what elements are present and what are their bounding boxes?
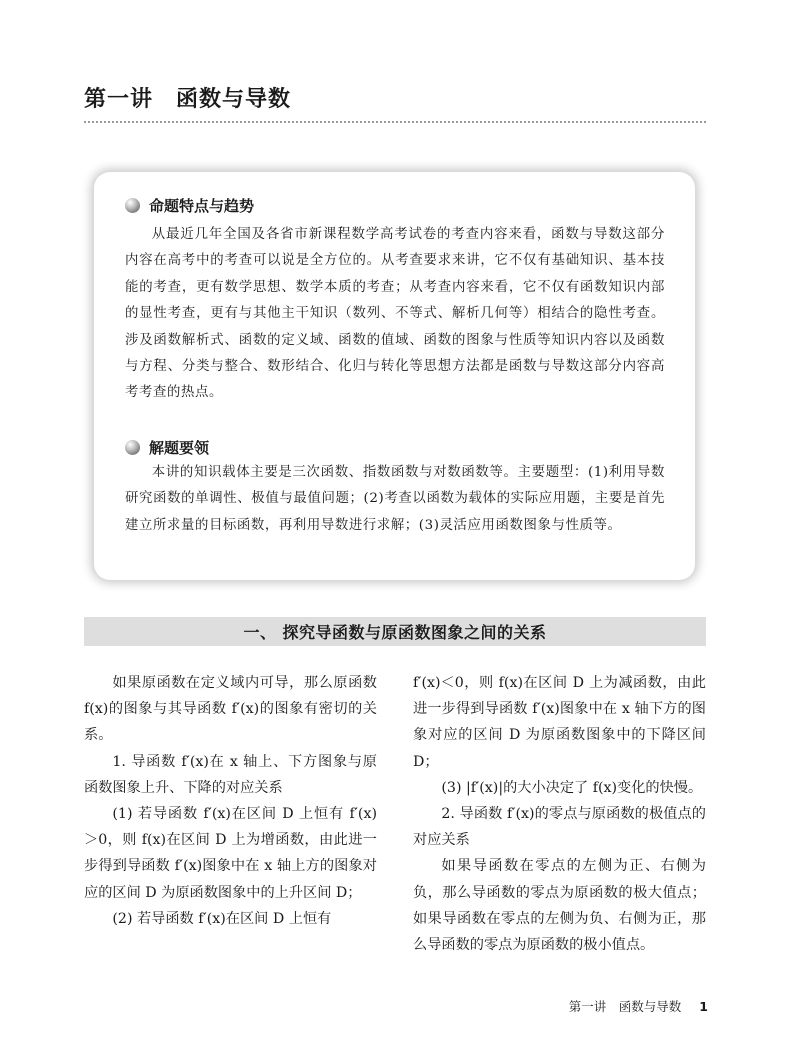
paragraph-intro: 如果原函数在定义域内可导，那么原函数 f(x)的图象与其导函数 f′(x)的图象有密切的关系。 (84, 675, 377, 744)
bullet-ball-icon (125, 198, 140, 213)
paragraph-item-1: 1. 导函数 f′(x)在 x 轴上、下方图象与原函数图象上升、下降的对应关系 (84, 753, 377, 796)
key-points-paragraph: 本讲的知识载体主要是三次函数、指数函数与对数函数等。主要题型：(1)利用导数研究函数的单调性、极值与最值问题；(2)考查以函数为载体的实际应用题，主要是首先建立所求量的目标函数，再利用导数进行求解；(3)灵活应用函数图象与性质等。 (125, 465, 665, 533)
page-footer (569, 997, 708, 1015)
bullet-ball-icon (125, 440, 140, 455)
paragraph-item-2: 2. 导函数 f′(x)的零点与原函数的极值点的对应关系 (413, 806, 706, 849)
trends-paragraph: 从最近几年全国及各省市新课程数学高考试卷的考查内容来看，函数与导数这部分内容在高考中的考查可以说是全方位的。从考查要求来讲，它不仅有基础知识、基本技能的考查，更有数学思想、数学本质的考查；从考查内容来看，它不仅有函数知识内部的显性考查，更有与其他主干知识（数列、不等式、解析几何等）相结合的隐性考查。涉及函数解析式、函数的定义域、函数的值域、函数的图象与性质等知识内容以及函数与方程、分类与整合、数形结合、化归与转化等思想方法都是函数与导数这部分内容高考考查的热点。 (125, 227, 665, 401)
right-column (413, 670, 706, 958)
title-dotted-rule (84, 121, 706, 123)
trends-heading-text: 命题特点与趋势 (149, 197, 255, 215)
trends-heading (125, 195, 254, 216)
section-title: 一、 探究导函数与原函数图象之间的关系 (84, 617, 706, 646)
chapter-title: 第一讲 函数与导数 (84, 87, 292, 112)
paragraph-item-1-3: (3) |f′(x)|的大小决定了 f(x)变化的快慢。 (441, 779, 703, 796)
paragraph-extrema: 如果导函数在零点的左侧为正、右侧为负，那么导函数的零点为原函数的极大值点；如果导函数在零点的左侧为负、右侧为正，那么导函数的零点为原函数的极小值点。 (413, 858, 706, 954)
paragraph-item-1-2-cont: f′(x)＜0，则 f(x)在区间 D 上为减函数，由此进一步得到导函数 f′(x)图象中在 x 轴下方的图象对应的区间 D 为原函数图象中的下降区间 D； (413, 675, 706, 770)
left-column (84, 670, 377, 932)
running-title: 第一讲 函数与导数 (568, 999, 682, 1014)
key-points-heading (125, 437, 209, 458)
summary-box (94, 172, 695, 580)
key-points-heading-text: 解题要领 (149, 439, 210, 457)
page-number: 1 (699, 998, 708, 1014)
paragraph-item-1-2: (2) 若导函数 f′(x)在区间 D 上恒有 (112, 910, 332, 927)
paragraph-item-1-1: (1) 若导函数 f′(x)在区间 D 上恒有 f′(x)＞0，则 f(x)在区间 D 上为增函数，由此进一步得到导函数 f′(x)图象中在 x 轴上方的图象对应的区间 D 为原函数图象中的上升区间 D； (84, 806, 377, 901)
